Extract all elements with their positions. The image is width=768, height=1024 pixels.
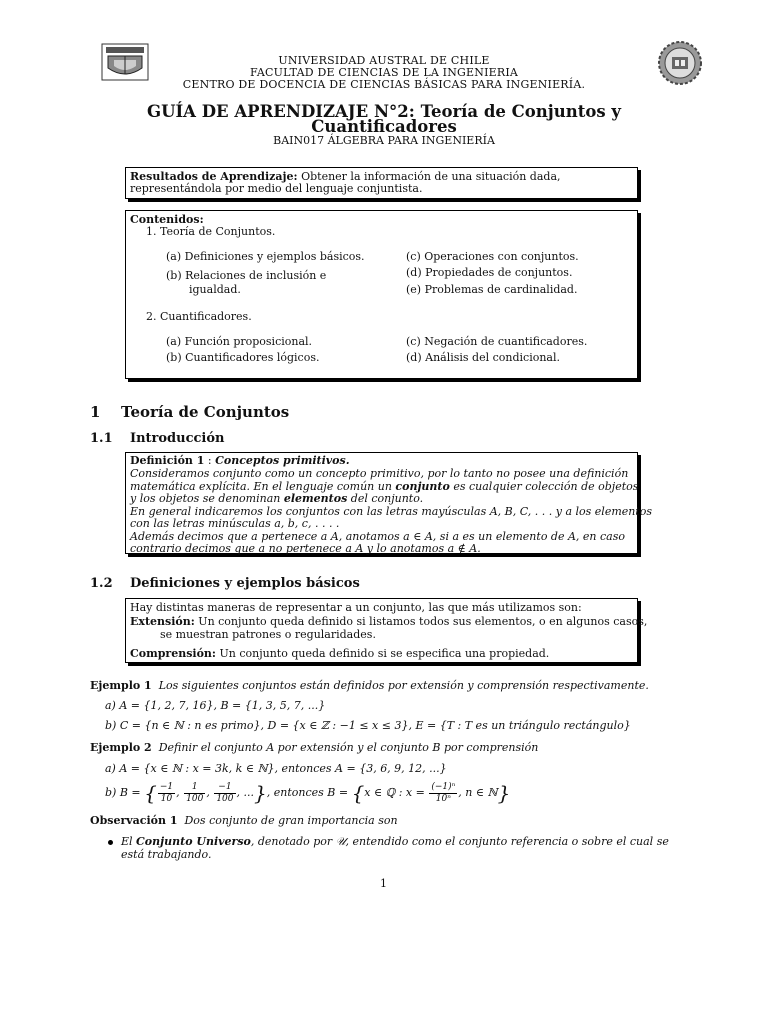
observation-1-bullet-d: está trabajando.: [121, 848, 212, 861]
observation-1-bullet-a: El: [121, 835, 137, 848]
example-2-text: Definir el conjunto A por extensión y el conjunto B por comprensión: [158, 741, 539, 754]
definition-1-line-5: con las letras minúsculas a, b, c, . . . .: [130, 517, 340, 530]
observation-1-bullet-c: , denotado por 𝒰, entendido como el conjunto referencia o sobre el cual se: [250, 835, 669, 848]
contents-2c: (c) Negación de cuantificadores.: [406, 335, 588, 348]
contents-2d: (d) Análisis del condicional.: [406, 351, 560, 364]
example-1-b: b) C = {n ∈ ℕ : n es primo}, D = {x ∈ ℤ : −1 ≤ x ≤ 3}, E = {T : T es un triángulo rectángulo}: [105, 719, 631, 732]
section-1-title: Teoría de Conjuntos: [121, 403, 290, 421]
definition-1-line-7: contrario decimos que a no pertenece a A y lo anotamos a ∉ A.: [130, 542, 481, 555]
subsection-1-1-number: 1.1: [90, 431, 113, 446]
contents-2a: (a) Función proposicional.: [166, 335, 313, 348]
document-title-line1: GUÍA DE APRENDIZAJE N°2: Teoría de Conjuntos y: [146, 102, 621, 121]
definition-1-elementos: elementos: [283, 492, 348, 505]
results-label: Resultados de Aprendizaje:: [130, 170, 298, 183]
definition-1-line-4: En general indicaremos los conjuntos con las letras mayúsculas A, B, C, . . . y a los elementos: [130, 505, 653, 518]
section-1-number: 1: [90, 403, 101, 421]
extension-text-1: Un conjunto queda definido si listamos todos sus elementos, o en algunos casos,: [194, 615, 648, 628]
comprehension-label: Comprensión:: [130, 647, 216, 660]
contents-1e: (e) Problemas de cardinalidad.: [406, 283, 578, 296]
observation-1-text: Dos conjunto de gran importancia son: [184, 814, 398, 827]
representations-box: [125, 598, 648, 663]
learning-results-box: [125, 167, 638, 199]
subsection-1-2-number: 1.2: [90, 576, 113, 591]
header-university: UNIVERSIDAD AUSTRAL DE CHILE: [278, 54, 490, 67]
contents-1b: (b) Relaciones de inclusión e: [166, 269, 327, 282]
definition-1-line-2a: matemática explícita. En el lenguaje común un: [130, 480, 396, 493]
example-2-b-end: , n ∈ ℕ: [458, 786, 498, 799]
definition-1-label: Definición 1: [130, 454, 205, 467]
subsection-1-2-title: Definiciones y ejemplos básicos: [130, 576, 360, 591]
definition-1-name: Conceptos primitivos.: [215, 454, 350, 467]
definition-1-line-3c: del conjunto.: [347, 492, 424, 505]
definition-1-line-6: Además decimos que a pertenece a A, anotamos a ∈ A, si a es un elemento de A, en caso: [130, 530, 625, 543]
fraction-2: $\frac{1}{100}$: [186, 781, 204, 804]
document-title-line2: Cuantificadores: [311, 117, 457, 136]
definition-1-line-1: Consideramos conjunto como un concepto primitivo, por lo tanto no posee una definición: [130, 467, 629, 480]
fraction-1: $\frac{-1}{10}$: [159, 781, 174, 804]
contents-1d: (d) Propiedades de conjuntos.: [406, 266, 573, 279]
observation-1-universe: Conjunto Universo: [136, 835, 251, 848]
example-1-text: Los siguientes conjuntos están definidos por extensión y comprensión respectivamente.: [158, 679, 649, 692]
contents-1a: (a) Definiciones y ejemplos básicos.: [166, 250, 365, 263]
definition-1-line-3a: y los objetos se denominan: [130, 492, 284, 505]
example-2-a: a) A = {x ∈ ℕ : x = 3k, k ∈ ℕ}, entonces A = {3, 6, 9, 12, ...}: [105, 762, 447, 775]
example-2-b-middle: , entonces B =: [266, 786, 352, 799]
contents-item-1: 1. Teoría de Conjuntos.: [146, 225, 276, 238]
representations-intro: Hay distintas maneras de representar a un conjunto, las que más utilizamos son:: [130, 601, 582, 614]
contents-1b-cont: igualdad.: [189, 283, 241, 296]
definition-1-colon: :: [204, 454, 216, 467]
page-number: 1: [380, 877, 387, 890]
header-center: CENTRO DE DOCENCIA DE CIENCIAS BÁSICAS PARA INGENIERÍA.: [182, 78, 586, 91]
definition-1-conjunto: conjunto: [395, 480, 450, 493]
example-2-label: Ejemplo 2: [90, 741, 152, 754]
example-1-label: Ejemplo 1: [90, 679, 152, 692]
example-1-a: a) A = {1, 2, 7, 16}, B = {1, 3, 5, 7, ...}: [105, 699, 326, 712]
observation-1-label: Observación 1: [90, 814, 178, 827]
extension-text-2: se muestran patrones o regularidades.: [160, 628, 376, 641]
contents-item-2: 2. Cuantificadores.: [146, 310, 252, 323]
example-2-b-prefix: b) B =: [105, 786, 145, 799]
fraction-4: $\frac{\text{(−1)ⁿ}}{\text{10ⁿ}}$: [431, 781, 456, 804]
bullet-icon: [108, 840, 113, 845]
definition-1-box: [125, 452, 653, 555]
comprehension-text: Un conjunto queda definido si se especifica una propiedad.: [215, 647, 550, 660]
example-2-b: b) B = { $\frac{-1}{10}$ , $\frac{1}{100}$ , $\frac{-1}{100}$ , ...}, entonces B = {x ∈ ℚ : x = $\frac{\text{(−1)ⁿ}}{\text{10ⁿ}}$ , n ∈ ℕ}: [105, 781, 511, 805]
results-text-1: Obtener la información de una situación dada,: [297, 170, 561, 183]
course-subtitle: BAIN017 ÁLGEBRA PARA INGENIERÍA: [273, 134, 495, 147]
example-2-b-set: x ∈ ℚ : x =: [364, 786, 429, 799]
definition-1-line-2c: es cualquier colección de objetos: [449, 480, 639, 493]
contents-label: Contenidos:: [130, 213, 204, 226]
results-text-2: representándola por medio del lenguaje conjuntista.: [130, 182, 423, 195]
contents-1c: (c) Operaciones con conjuntos.: [406, 250, 579, 263]
contents-box: [125, 210, 638, 379]
subsection-1-1-title: Introducción: [130, 431, 225, 446]
header-faculty: FACULTAD DE CIENCIAS DE LA INGENIERIA: [249, 66, 519, 79]
contents-2b: (b) Cuantificadores lógicos.: [166, 351, 320, 364]
fraction-3: $\frac{-1}{100}$: [216, 781, 234, 804]
extension-label: Extensión:: [130, 615, 195, 628]
